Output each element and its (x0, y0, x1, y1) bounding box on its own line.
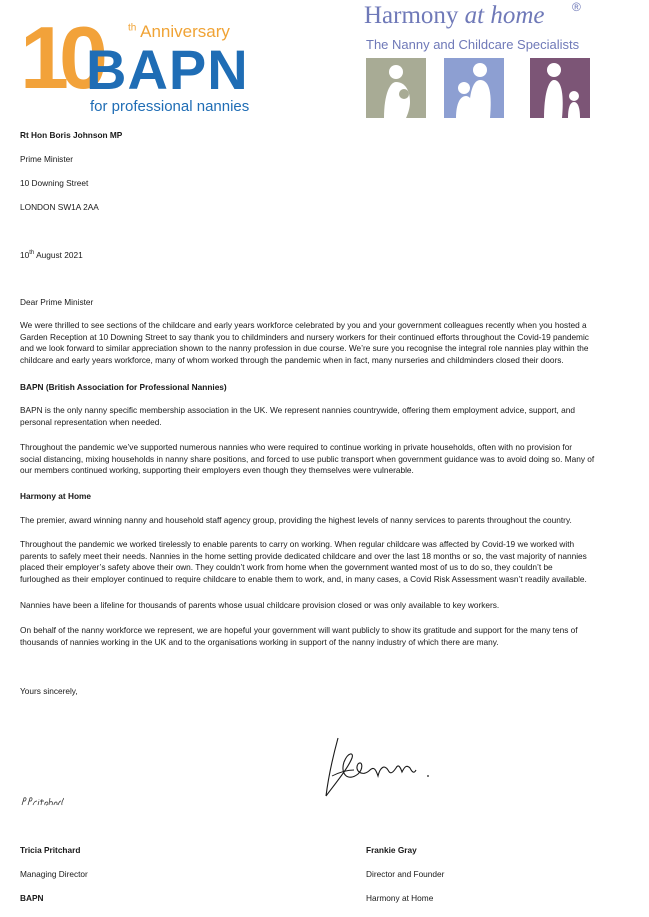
sign-off: Yours sincerely, (20, 686, 78, 696)
letter-date: 10th August 2021 (20, 250, 83, 260)
recipient-street: 10 Downing Street (20, 178, 89, 188)
harmony-wordmark: Harmony at home (364, 2, 545, 29)
harmony-logo (364, 2, 594, 120)
left-signatory-org: BAPN (20, 893, 44, 903)
harmony-paragraph-2: Throughout the pandemic we worked tirelessly to enable parents to carry on working. When regular childcare was affected by Covid-19 we worked with parents to safely meet their needs. Nannies in the home setting provide dedicated childcare and over the last 18 months or so, the vast majority of nannies placed their employer’s safety above their own. They couldn’t work from home when the government wanted most of us to do so, they couldn’t be furloughed as their employer continued to require childcare to enable them to work, and, in many cases, a Covid Risk Assessment wasn’t readily available. (20, 539, 587, 585)
anniversary-text: $^{th}$ Anniversary (128, 22, 230, 41)
right-signatory-org: Harmony at Home (366, 893, 434, 903)
bapn-heading: BAPN (British Association for Professional Nannies) (20, 382, 227, 392)
bapn-tagline: for professional nannies (90, 98, 250, 115)
harmony-subtitle: The Nanny and Childcare Specialists (366, 37, 580, 52)
mother-baby-silhouette-icon (366, 58, 426, 118)
bapn-logo (20, 8, 260, 118)
bapn-wordmark: BAPN (86, 38, 249, 101)
intro-paragraph: We were thrilled to see sections of the childcare and early years workforce celebrated by you and your government colleagues recently when you hosted a Garden Reception at 10 Downing Street to say thank you to childminders and nursery workers for their continued efforts throughout the Covid-19 pandemic and we look forward to similar appreciation shown to the nanny profession in due course. We’re sure you recognise the integral role nannies play within the childcare and early years workforce, many of whom worked through the pandemic when in fact, many nurseries and childminders closed their doors. (20, 320, 589, 366)
registered-mark: ® (572, 0, 581, 14)
nanny-toddler-silhouette-icon (530, 58, 590, 118)
harmony-paragraph-1: The premier, award winning nanny and household staff agency group, providing the highest levels of nanny services to parents throughout the country. (20, 515, 572, 525)
salutation: Dear Prime Minister (20, 297, 94, 307)
anniversary-number: 10 (20, 8, 98, 107)
frankie-gray-signature (318, 730, 438, 802)
left-signatory-title: Managing Director (20, 869, 88, 879)
left-signatory-name: Tricia Pritchard (20, 845, 81, 855)
bapn-paragraph-1: BAPN is the only nanny specific membership association in the UK. We represent nannies countrywide, offering them employment advice, support, and personal representation when needed. (20, 405, 575, 427)
closing-paragraph: On behalf of the nanny workforce we represent, we are hopeful your government will want publicly to show its gratitude and support for the many tens of thousands of nannies working in the UK and to the organisations working in support of the nanny industry of which there are many. (20, 625, 578, 647)
tricia-pritchard-signature (20, 796, 64, 806)
right-signatory-title: Director and Founder (366, 869, 445, 879)
recipient-name: Rt Hon Boris Johnson MP (20, 130, 123, 140)
lifeline-paragraph: Nannies have been a lifeline for thousands of parents whose usual childcare provision closed or was only available to key workers. (20, 600, 500, 610)
adult-child-silhouette-icon (444, 58, 504, 118)
bapn-paragraph-2: Throughout the pandemic we’ve supported numerous nannies who were required to continue working in private households, often with no provision for social distancing, mixing households in nanny share positions, and forced to use public transport when government guidance was to avoid doing so. Many of our members continued working, supporting their employers even though they themselves were vulnerable. (20, 442, 595, 476)
recipient-title: Prime Minister (20, 154, 74, 164)
harmony-heading: Harmony at Home (20, 491, 92, 501)
right-signatory-name: Frankie Gray (366, 845, 417, 855)
recipient-city: LONDON SW1A 2AA (20, 202, 99, 212)
